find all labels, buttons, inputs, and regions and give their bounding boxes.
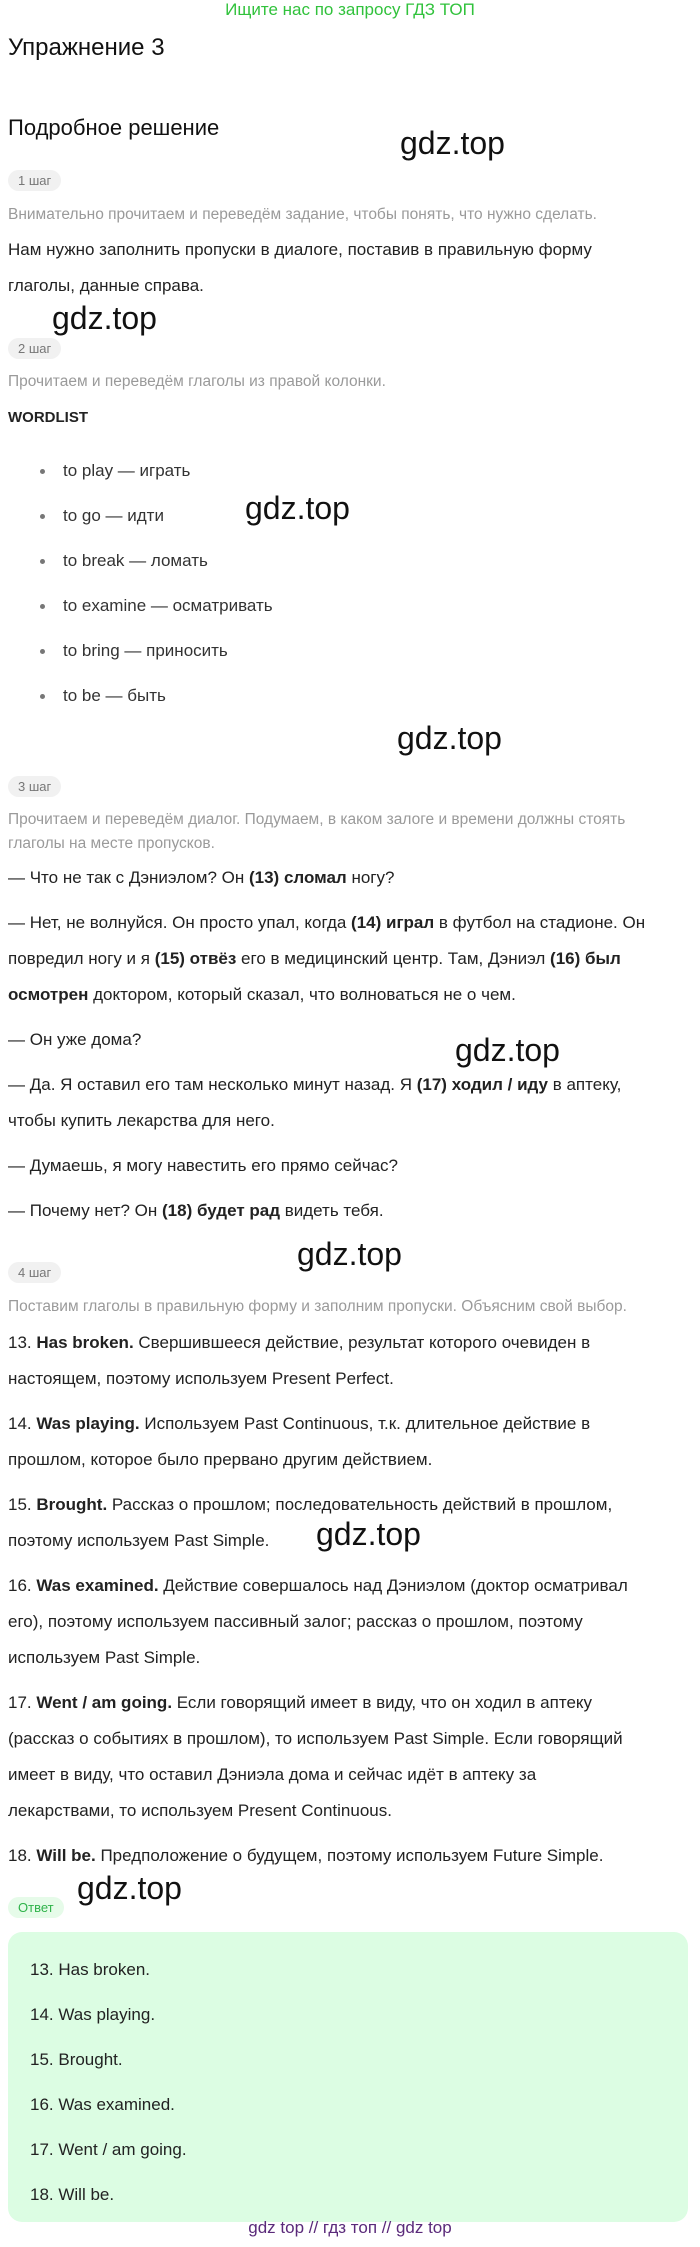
explanation-15: 15. Brought. Рассказ о прошлом; последовательность действий в прошлом, xyxy=(8,1495,613,1514)
explanation-16-cont: используем Past Simple. xyxy=(8,1648,201,1667)
dialog-line: — Он уже дома? xyxy=(8,1030,142,1049)
list-item: to break — ломать xyxy=(40,551,208,571)
step-2-badge: 2 шаг xyxy=(8,338,61,359)
dialog-line: повредил ногу и я (15) отвёз его в медицинский центр. Там, Дэниэл (16) был xyxy=(8,949,621,968)
dialog-line: чтобы купить лекарства для него. xyxy=(8,1111,275,1130)
watermark: gdz.top xyxy=(455,1032,560,1068)
watermark: gdz.top xyxy=(397,720,502,756)
wordlist-title: WORDLIST xyxy=(8,409,88,426)
step-2-hint: Прочитаем и переведём глаголы из правой колонки. xyxy=(8,373,386,390)
page-title: Упражнение 3 xyxy=(8,34,165,61)
answer-badge: Ответ xyxy=(8,1897,64,1918)
dialog-line: осмотрен доктором, который сказал, что волноваться не о чем. xyxy=(8,985,516,1004)
watermark: gdz.top xyxy=(297,1236,402,1272)
answer-item: 18. Will be. xyxy=(30,2185,115,2204)
footer-links[interactable]: gdz top // гдз топ // gdz top xyxy=(248,2218,452,2237)
list-item: to go — идти xyxy=(40,506,164,526)
step-3-hint: Прочитаем и переведём диалог. Подумаем, в каком залоге и времени должны стоять глаголы на месте пропусков. xyxy=(8,811,626,852)
answer-item: 16. Was examined. xyxy=(30,2095,175,2114)
explanation-17-cont: (рассказ о событиях в прошлом), то используем Past Simple. Если говорящий xyxy=(8,1729,623,1748)
dialog-line: — Почему нет? Он (18) будет рад видеть тебя. xyxy=(8,1201,384,1220)
explanation-13: 13. Has broken. Свершившееся действие, результат которого очевиден в xyxy=(8,1333,591,1352)
watermark: gdz.top xyxy=(316,1516,421,1552)
watermark: gdz.top xyxy=(52,300,157,336)
answer-box xyxy=(8,1932,688,2222)
step-1-badge: 1 шаг xyxy=(8,170,61,191)
dialog-line: — Да. Я оставил его там несколько минут назад. Я (17) ходил / иду в аптеку, xyxy=(8,1075,622,1094)
explanation-18: 18. Will be. Предположение о будущем, поэтому используем Future Simple. xyxy=(8,1846,604,1865)
explanation-14: 14. Was playing. Используем Past Continuous, т.к. длительное действие в xyxy=(8,1414,591,1433)
watermark: gdz.top xyxy=(400,125,505,161)
dialog-line: — Думаешь, я могу навестить его прямо сейчас? xyxy=(8,1156,398,1175)
answer-item: 17. Went / am going. xyxy=(30,2140,187,2159)
dialog-line: — Что не так с Дэниэлом? Он (13) сломал ногу? xyxy=(8,868,395,887)
answer-item: 15. Brought. xyxy=(30,2050,123,2069)
explanation-16: 16. Was examined. Действие совершалось над Дэниэлом (доктор осматривал xyxy=(8,1576,628,1595)
explanation-14-cont: прошлом, которое было прервано другим действием. xyxy=(8,1450,433,1469)
answer-item: 13. Has broken. xyxy=(30,1960,151,1979)
step-3-badge: 3 шаг xyxy=(8,776,61,797)
step-1-text: Нам нужно заполнить пропуски в диалоге, поставив в правильную форму глаголы, данные справа. xyxy=(8,240,592,295)
explanation-17-cont: имеет в виду, что оставил Дэниэла дома и сейчас идёт в аптеку за xyxy=(8,1765,537,1784)
answer-item: 14. Was playing. xyxy=(30,2005,156,2024)
step-4-badge: 4 шаг xyxy=(8,1262,61,1283)
explanation-13-cont: настоящем, поэтому используем Present Perfect. xyxy=(8,1369,394,1388)
list-item: to play — играть xyxy=(40,461,190,481)
explanation-17-cont: лекарствами, то используем Present Continuous. xyxy=(8,1801,392,1820)
watermark: gdz.top xyxy=(77,1870,182,1906)
section-title: Подробное решение xyxy=(8,115,220,140)
step-1-hint: Внимательно прочитаем и переведём задание, чтобы понять, что нужно сделать. xyxy=(8,206,597,223)
dialog-line: — Нет, не волнуйся. Он просто упал, когда (14) играл в футбол на стадионе. Он xyxy=(8,913,646,932)
watermark: gdz.top xyxy=(245,490,350,526)
list-item: to examine — осматривать xyxy=(40,596,273,616)
step-4-hint: Поставим глаголы в правильную форму и заполним пропуски. Объясним свой выбор. xyxy=(8,1298,627,1315)
explanation-16-cont: его), поэтому используем пассивный залог; рассказ о прошлом, поэтому xyxy=(8,1612,583,1631)
explanation-17: 17. Went / am going. Если говорящий имеет в виду, что он ходил в аптеку xyxy=(8,1693,593,1712)
explanation-15-cont: поэтому используем Past Simple. xyxy=(8,1531,270,1550)
list-item: to be — быть xyxy=(40,686,166,706)
list-item: to bring — приносить xyxy=(40,641,228,661)
search-banner: Ищите нас по запросу ГДЗ ТОП xyxy=(225,0,475,19)
